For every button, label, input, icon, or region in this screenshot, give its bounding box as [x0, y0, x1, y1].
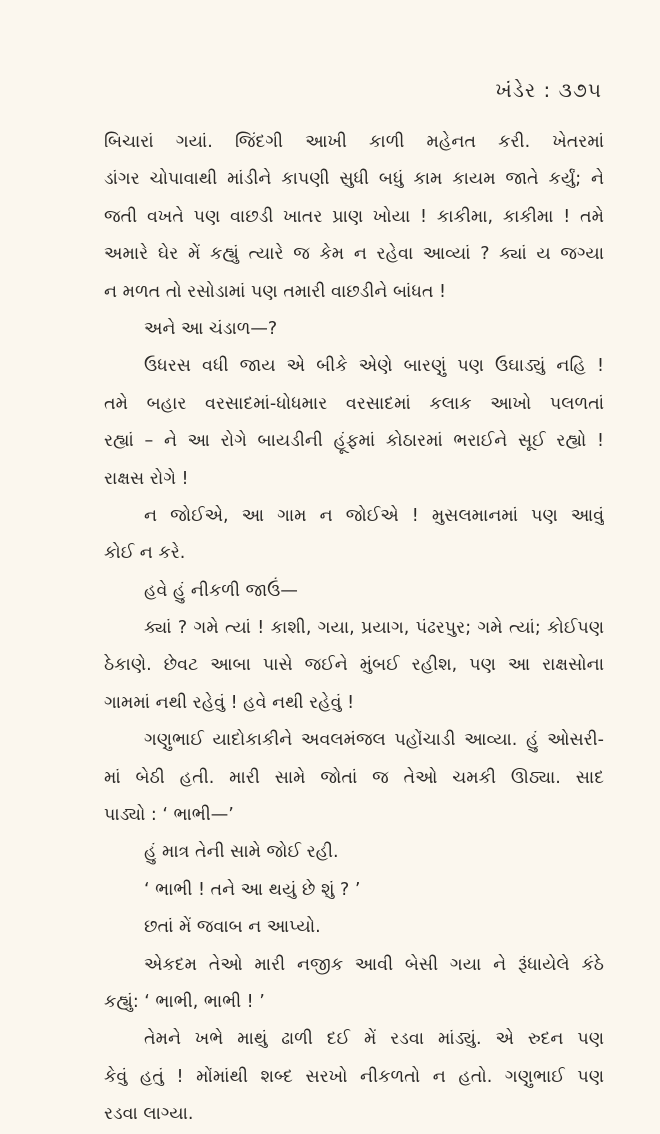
text-line: ન જોઈએ, આ ગામ ન જોઈએ ! મુસલમાનમાં પણ આવું — [144, 505, 604, 526]
text-line: અને આ ચંડાળ—? — [144, 318, 278, 339]
text-line: રહ્યાં – ને આ રોગે બાયડીની હૂંફમાં કોઠારમાં ભરાઈને સૂઈ રહ્યો ! — [104, 431, 604, 452]
text-line: છતાં મેં જવાબ ન આપ્યો. — [144, 917, 321, 938]
text-line: ન મળત તો રસોડામાં પણ તમારી વાછડીને બાંધત ! — [104, 281, 446, 302]
text-line: તેમને ખભે માથું ઢાળી દઈ મેં રડવા માંડ્યું. એ રુદન પણ — [144, 1029, 604, 1050]
text-line: એકદમ તેઓ મારી નજીક આવી બેસી ગયા ને રૂંધાયેલે કંઠે — [144, 954, 604, 975]
text-line: કહ્યું: ‘ ભાભી, ભાભી ! ’ — [104, 991, 265, 1012]
text-line: તમે બહાર વરસાદમાં-ધોધમાર વરસાદમાં કલાક આખો પલળતાં — [104, 393, 604, 414]
text-line: અમારે ઘેર મેં કહ્યું ત્યારે જ કેમ ન રહેવા આવ્યાં ? ક્યાં ય જગ્યા — [104, 244, 604, 265]
text-line: ગણુભાઈ યાદોકાકીને અવલમંજલ પહોંચાડી આવ્યા. હું ઓસરી- — [144, 730, 604, 751]
text-line: પાડ્યો : ‘ ભાભી—’ — [104, 805, 234, 826]
running-header: ખંડેર : ૩૭૫ — [495, 78, 602, 102]
text-line: રાક્ષસ રોગે ! — [104, 468, 189, 489]
text-line: ગામમાં નથી રહેવું ! હવે નથી રહેવું ! — [104, 692, 355, 713]
text-line: માં બેઠી હતી. મારી સામે જોતાં જ તેઓ ચમકી ઊઠ્યા. સાદ — [104, 767, 604, 788]
body-text — [104, 124, 604, 1134]
text-line: ‘ ભાભી ! તને આ થયું છે શું ? ’ — [144, 879, 361, 900]
text-line: કોઈ ન કરે. — [104, 543, 186, 564]
text-line: રડવા લાગ્યા. — [104, 1104, 194, 1125]
text-line: ડાંગર ચોપાવાથી માંડીને કાપણી સુધી બધું કામ કાયમ જાતે કર્યું; ને — [104, 169, 604, 190]
text-line: ક્યાં ? ગમે ત્યાં ! કાશી, ગયા, પ્રયાગ, પંઢરપુર; ગમે ત્યાં; કોઈપણ — [144, 618, 604, 639]
text-line: બિચારાં ગયાં. જિંદગી આખી કાળી મહેનત કરી. ખેતરમાં — [104, 132, 604, 152]
text-line: હવે હું નીકળી જાઉં— — [144, 580, 298, 601]
text-line: જતી વખતે પણ વાછડી ખાતર પ્રાણ ખોયા ! કાકીમા, કાકીમા ! તમે — [104, 206, 604, 227]
text-line: હું માત્ર તેની સામે જોઈ રહી. — [144, 842, 339, 863]
text-line: ઠેકાણે. છેવટ આબા પાસે જઈને મુંબઈ રહીશ, પણ આ રાક્ષસોના — [104, 655, 604, 676]
text-line: કેવું હતું ! મોંમાંથી શબ્દ સરખો નીકળતો ન હતો. ગણુભાઈ પણ — [104, 1066, 604, 1087]
text-line: ઉધરસ વધી જાય એ બીકે એણે બારણું પણ ઉઘાડ્યું નહિ ! — [144, 356, 604, 377]
